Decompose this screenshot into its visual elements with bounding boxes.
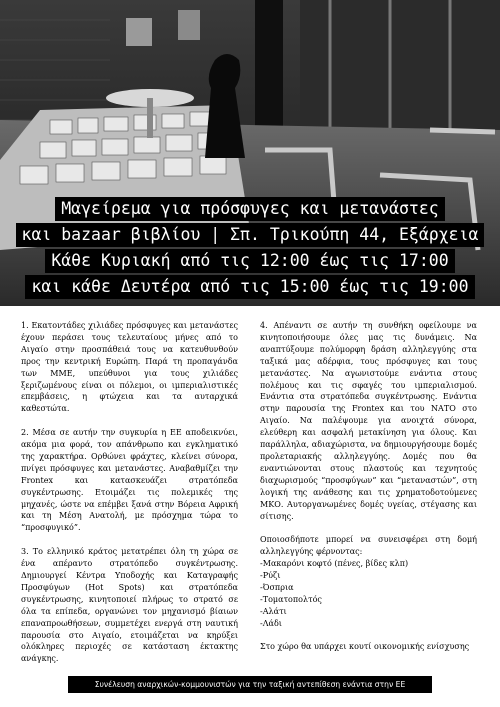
donation-item: -Ρύζι — [260, 571, 281, 581]
event-banner — [0, 196, 500, 300]
donation-item: -Λάδι — [260, 618, 282, 628]
paragraph-1: 1. Εκατοντάδες χιλιάδες πρόσφυγες και μετανάστες έχουν περάσει τους τελευταίους μήνες από το Αιγαίο στην προσπάθειά τους να κατευθυνθούν προς την κεντρική Ευρώπη. Παρά τη προπαγάνδα των ΜΜΕ, υπεύθυνοι για τους χιλιάδες ξεριζωμένους είναι οι πόλεμοι, οι ιμπεριαλιστικές επεμβάσεις, η φτώχεια και τα αυταρχικά καθεστώτα. — [21, 321, 238, 414]
banner-line-location: και bazaar βιβλίου | Σπ. Τρικούπη 44, Εξάρχεια — [16, 223, 485, 247]
left-column — [21, 320, 238, 677]
right-column — [260, 320, 477, 665]
paragraph-3: 3. Το ελληνικό κράτος μετατρέπει όλη τη χώρα σε ένα απέραντο στρατόπεδο συγκέντρωσης. Δημιουργεί Κέντρα Υποδοχής και Καταγραφής Προσφύγων (Hot Spots) και στρατόπεδα συγκέντρωσης, κινητοποιεί πλήρως το στρατό σε όλα τα επίπεδα, οργανώνει τον μηχανισμό βίαιων επαναπροωθήσεων, συμμετέχει ενεργά στη ναυτική παρουσία στο Αιγαίο, ετοιμάζεται να κηρύξει ολόκληρες περιοχές σε κατάσταση έκτακτης ανάγκης. — [21, 547, 238, 664]
banner-line-title: Μαγείρεμα για πρόσφυγες και μετανάστες — [55, 197, 445, 221]
text-columns — [21, 320, 481, 664]
donation-box-note: Στο χώρο θα υπάρχει κουτί οικονομικής ενίσχυσης — [260, 642, 470, 652]
banner-line-sunday: Κάθε Κυριακή από τις 12:00 έως τις 17:00 — [45, 249, 454, 273]
footer-signature: Συνέλευση αναρχικών-κομμουνιστών για την ταξική αντεπίθεση ενάντια στην ΕΕ — [68, 676, 432, 693]
donation-item: -Όσπρια — [260, 582, 294, 592]
donation-intro: Οποιοσδήποτε μπορεί να συνεισφέρει στη δομή αλληλεγγύης φέρνοντας: — [260, 535, 477, 557]
donation-item: -Μακαρόνι κοφτό (πένες, βίδες κλπ) — [260, 559, 409, 569]
paragraph-2: 2. Μέσα σε αυτήν την συγκυρία η ΕΕ αποδεικνύει, ακόμα μια φορά, τον απάνθρωπο και εγκληματικό της χαρακτήρα. Ορθώνει φράχτες, κλείνει σύνορα, πνίγει πρόσφυγες και μετανάστες. Αναβαθμίζει την Frontex και κατασκευάζει στρατόπεδα συγκέντρωσης. Ετοιμάζει τις πολεμικές της μηχανές, ώστε να επέμβει ξανά στην Βόρεια Αφρική και τη Μέση Ανατολή, με πρόσχημα τώρα το “προσφυγικό”. — [21, 428, 238, 533]
banner-line-monday: και κάθε Δευτέρα από τις 15:00 έως τις 19:00 — [25, 275, 474, 299]
paragraph-4: 4. Απέναντι σε αυτήν τη συνθήκη οφείλουμε να κινητοποιήσουμε όλες μας τις δυνάμεις. Να αναπτύξουμε πολύμορφη δράση αλληλεγγύης στα ταξικά μας αδέρφια, τους πρόσφυγες και τους μετανάστες. Να αγωνιστούμε ενάντια στους πολέμους και τις σφαγές του ιμπεριαλισμού. Ενάντια στα στρατόπεδα συγκέντρωσης. Ενάντια στην παρουσία της Frontex και του ΝΑΤΟ στο Αιγαίο. Να παλέψουμε για ανοιχτά σύνορα, ελεύθερη και ασφαλή μετακίνηση για όλους. Και παράλληλα, αδιαχώριστα, να δημιουργήσουμε δομές προλεταριακής αλληλεγγύης. Δομές που θα εναντιώνονται στους πλαστούς και τεχνητούς διαχωρισμούς “προσφύγων” και “μεταναστών”, στη λογική της ανάθεσης και τις χρηματοδοτούμενες ΜΚΟ. Αυτοργανωμένες δομές υγείας, στέγασης και σίτισης. — [260, 321, 477, 521]
donation-item: -Τοματοπολτός — [260, 594, 322, 604]
donation-item: -Αλάτι — [260, 606, 287, 616]
